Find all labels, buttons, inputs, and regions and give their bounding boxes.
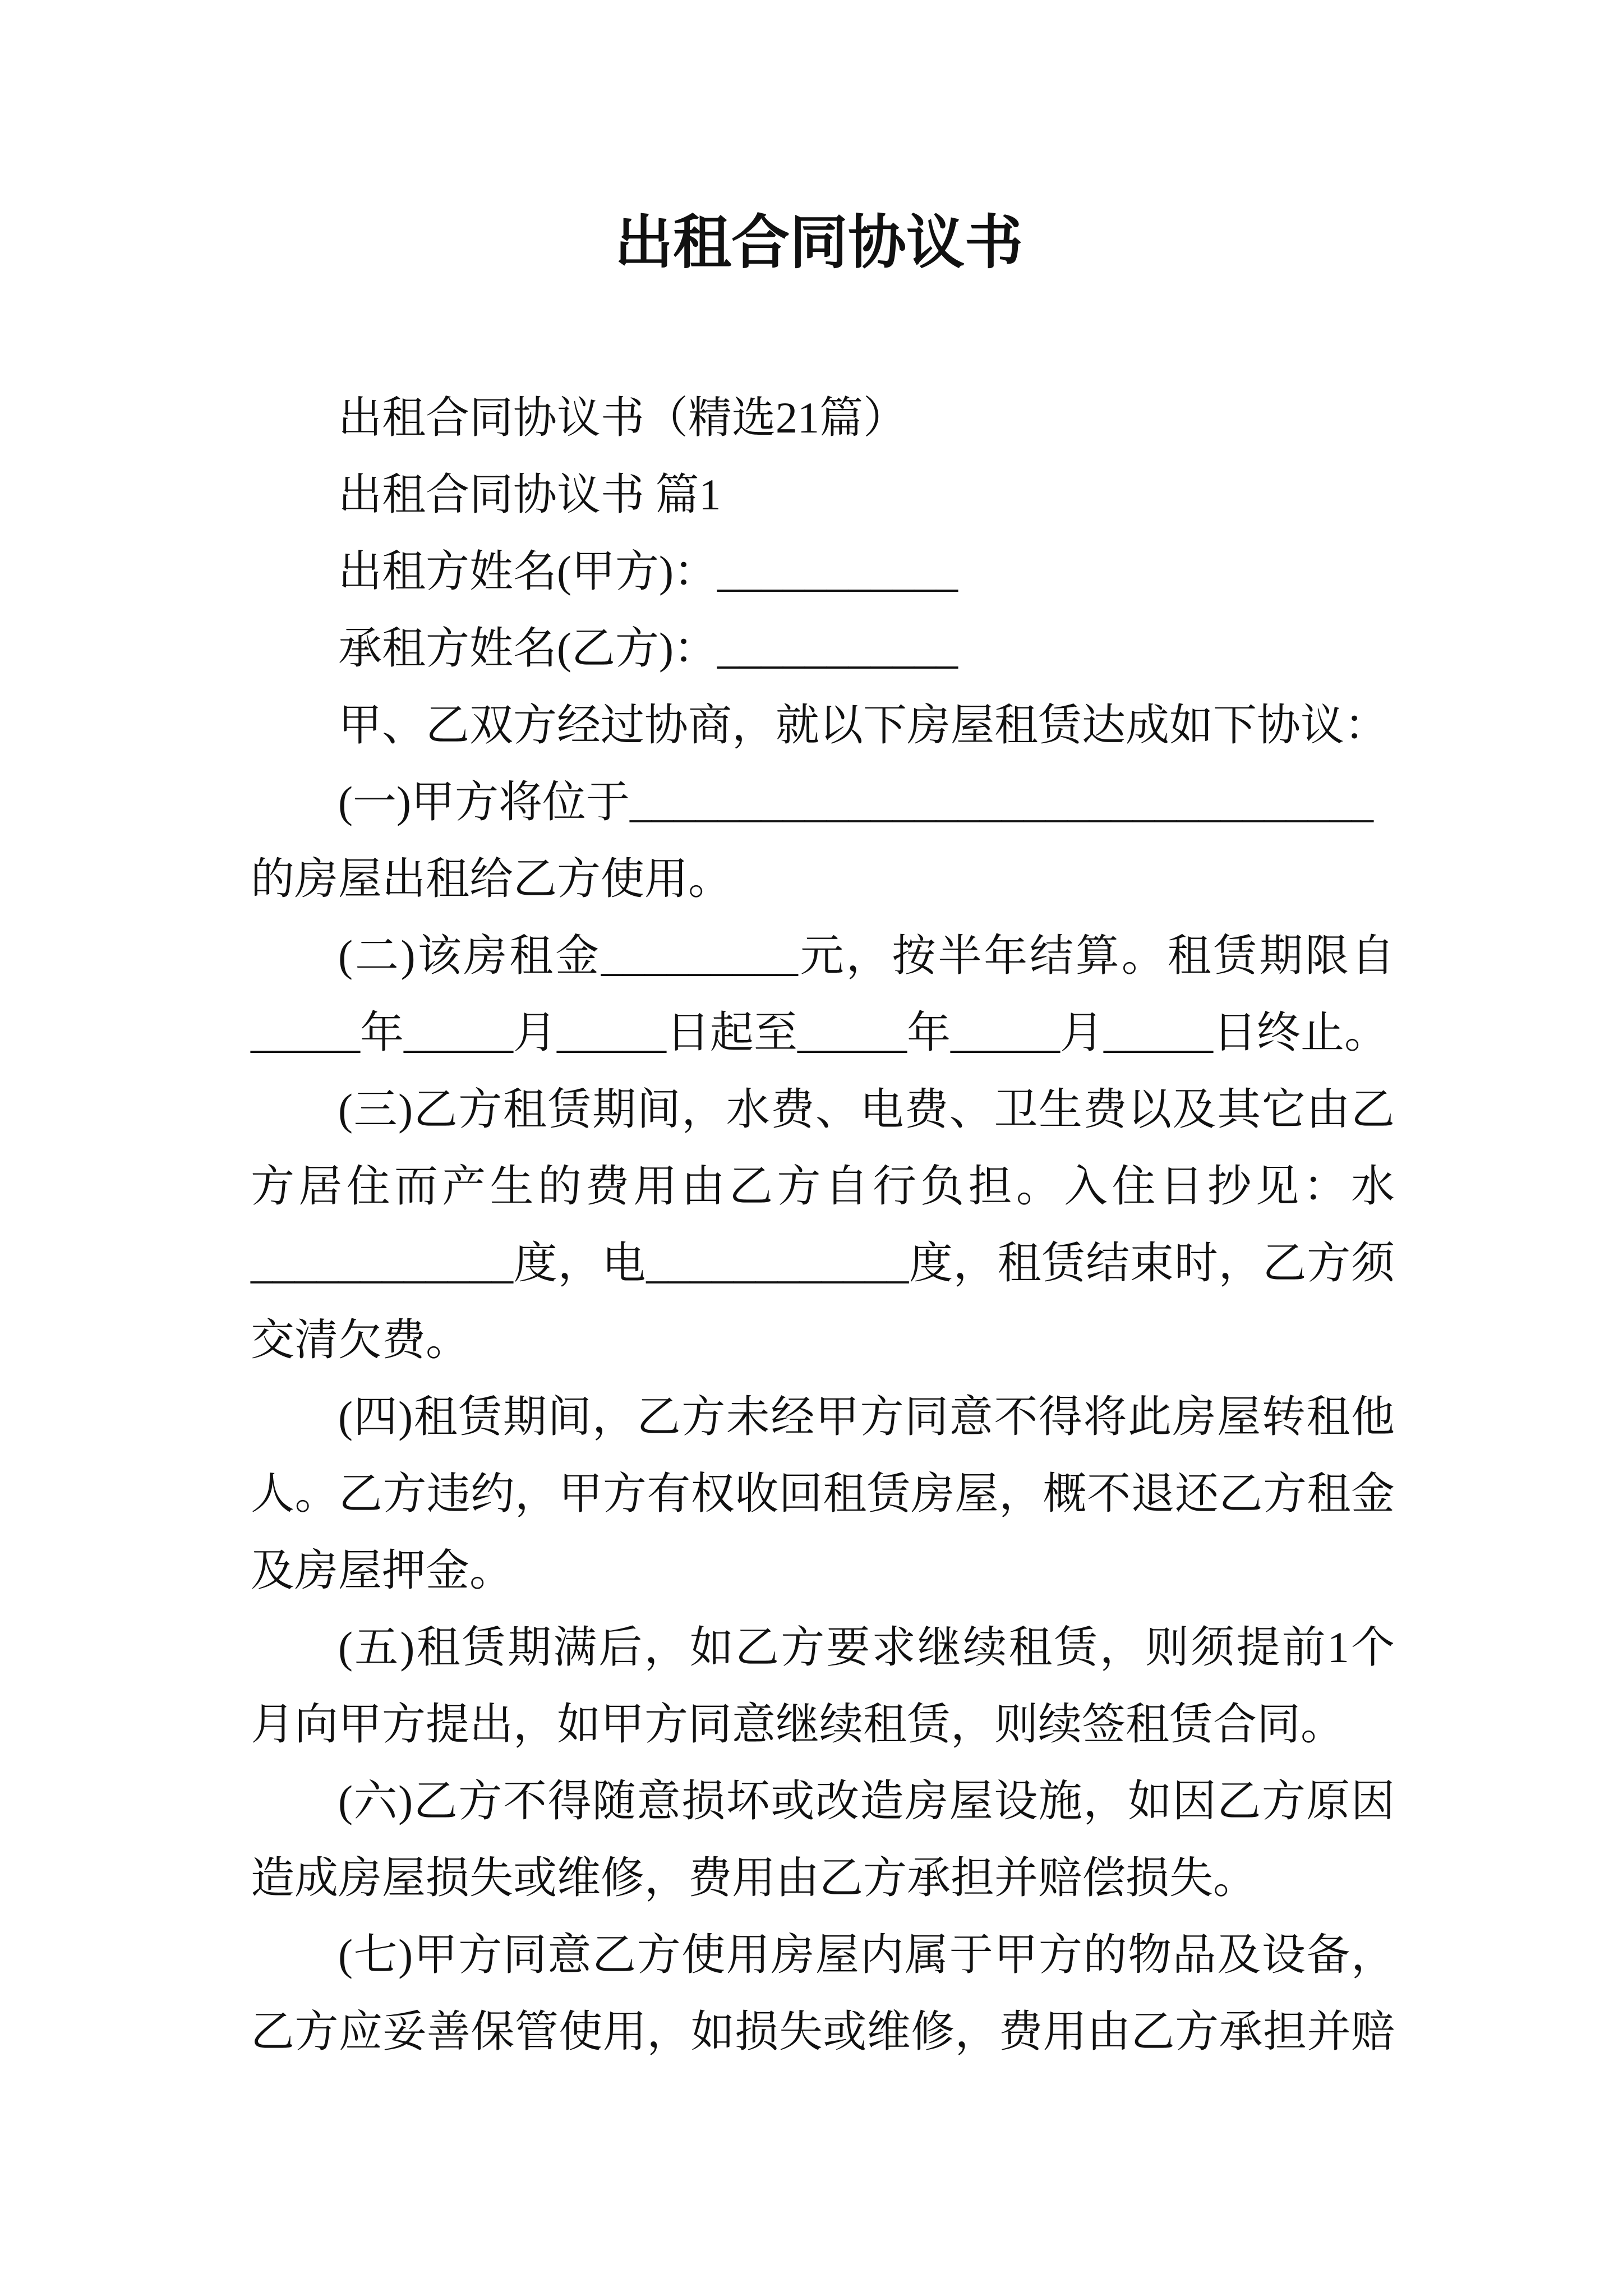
clause-line: (三)乙方租赁期间，水费、电费、卫生费以及其它由乙 [338, 1085, 1395, 1134]
agreement-intro: 甲、乙双方经过协商，就以下房屋租赁达成如下协议： [338, 701, 1389, 749]
clause-line: 交清欠费。 [251, 1315, 470, 1364]
clause-line: (一)甲方将位于__________________________________ [338, 777, 1373, 826]
article-heading: 出租合同协议书 篇1 [338, 470, 721, 519]
lessee-name-field: 承租方姓名(乙方)：___________ [338, 624, 958, 673]
clause-line: (四)租赁期间，乙方未经甲方同意不得将此房屋转租他 [338, 1392, 1395, 1441]
clause-line: _____年_____月_____日起至_____年_____月_____日终止。 [251, 1008, 1389, 1057]
clause-line: 方居住而产生的费用由乙方自行负担。入住日抄见：水 [251, 1162, 1395, 1211]
clause-1 [251, 763, 1395, 917]
clause-2 [251, 917, 1395, 1071]
clause-3 [251, 1071, 1395, 1378]
document-body [251, 379, 1395, 2070]
clause-line: (六)乙方不得随意损坏或改造房屋设施，如因乙方原因 [338, 1777, 1395, 1825]
clause-5 [251, 1609, 1395, 1763]
clause-line: (五)租赁期满后，如乙方要求继续租赁，则须提前1个 [338, 1623, 1395, 1672]
document-subtitle: 出租合同协议书（精选21篇） [338, 393, 907, 442]
clause-line: (二)该房租金_________元，按半年结算。租赁期限自 [338, 931, 1395, 980]
clause-line: 乙方应妥善保管使用，如损失或维修，费用由乙方承担并赔 [251, 2007, 1395, 2056]
lessor-name-field: 出租方姓名(甲方)：___________ [338, 547, 958, 596]
clause-line: 的房屋出租给乙方使用。 [251, 854, 732, 903]
clause-6 [251, 1763, 1395, 1916]
clause-line: ____________度，电____________度，租赁结束时，乙方须 [251, 1239, 1395, 1287]
document-title: 出租合同协议书 [614, 211, 1023, 275]
clause-7 [251, 1916, 1395, 2070]
clause-line: 造成房屋损失或维修，费用由乙方承担并赔偿损失。 [251, 1853, 1257, 1902]
clause-4 [251, 1378, 1395, 1609]
clause-line: (七)甲方同意乙方使用房屋内属于甲方的物品及设备， [338, 1930, 1395, 1979]
clause-line: 月向甲方提出，如甲方同意继续租赁，则续签租赁合同。 [251, 1700, 1345, 1749]
clause-line: 人。乙方违约，甲方有权收回租赁房屋，概不退还乙方租金 [251, 1469, 1395, 1518]
clause-line: 及房屋押金。 [251, 1546, 514, 1595]
